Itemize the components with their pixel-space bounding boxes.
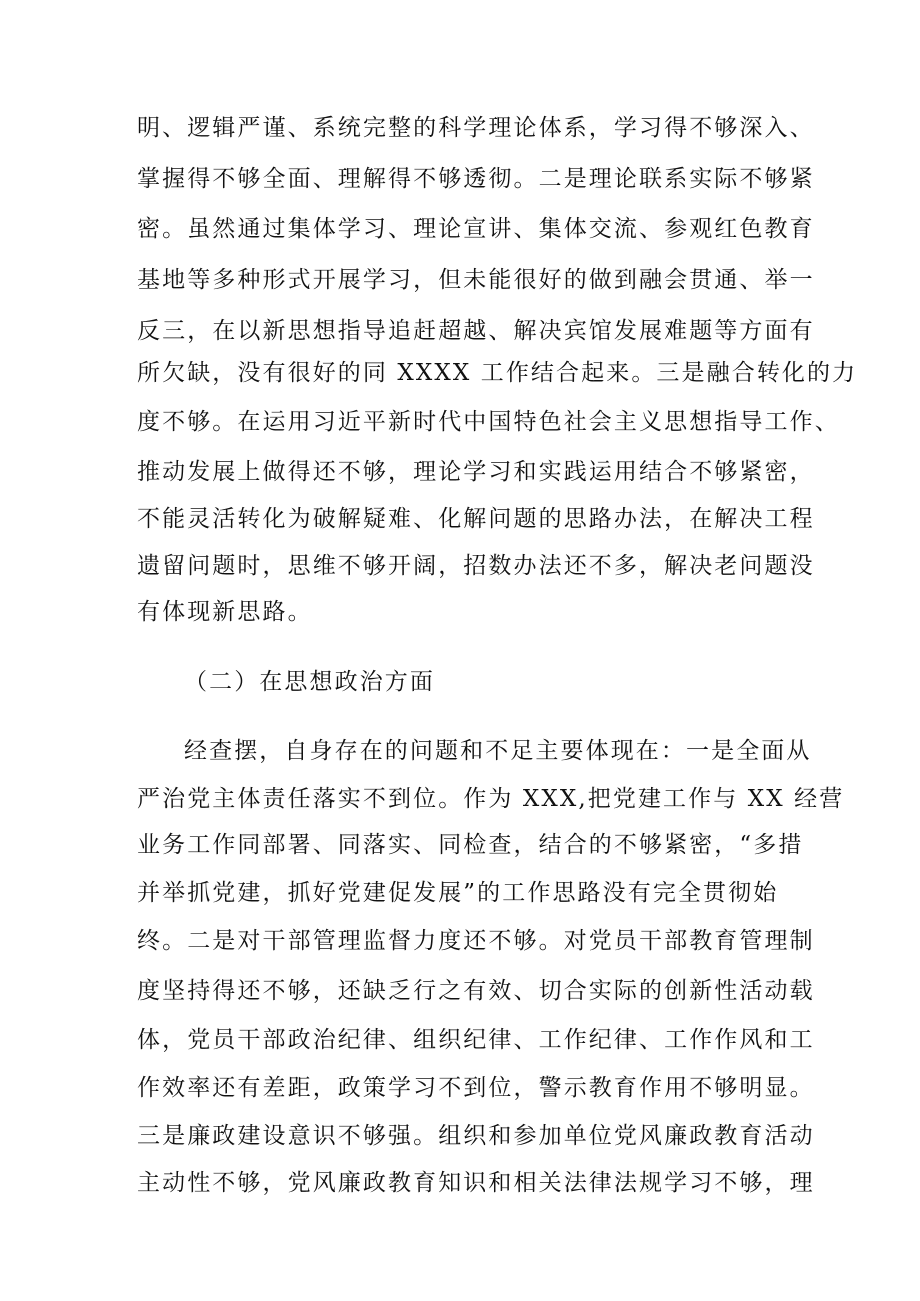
- paragraph-line: 度不够。在运用习近平新时代中国特色社会主义思想指导工作、: [137, 409, 840, 435]
- paragraph-line: 密。虽然通过集体学习、理论宣讲、集体交流、参观红色教育: [137, 216, 815, 242]
- paragraph-line: 基地等多种形式开展学习，但未能很好的做到融会贯通、举一: [137, 267, 815, 293]
- paragraph-line: 业务工作同部署、同落实、同检查，结合的不够紧密，“多措: [137, 832, 804, 858]
- paragraph-line: 有体现新思路。: [137, 599, 313, 625]
- paragraph-line: 三是廉政建设意识不够强。组织和参加单位党风廉政教育活动: [137, 1123, 815, 1149]
- paragraph-line: 主动性不够，党风廉政教育知识和相关法律法规学习不够，理: [137, 1170, 815, 1196]
- paragraph-line: 经查摆，自身存在的问题和不足主要体现在：一是全面从: [184, 738, 812, 764]
- paragraph-line: 严治党主体责任落实不到位。作为 XXX,把党建工作与 XX 经营: [137, 786, 845, 812]
- paragraph-line: 并举抓党建，抓好党建促发展”的工作思路没有完全贯彻始: [137, 880, 779, 906]
- section-heading: （二）在思想政治方面: [184, 669, 435, 695]
- paragraph-line: 体，党员干部政治纪律、组织纪律、工作纪律、工作作风和工: [137, 1027, 815, 1053]
- paragraph-line: 度坚持得还不够，还缺乏行之有效、切合实际的创新性活动载: [137, 978, 815, 1004]
- paragraph-line: 所欠缺，没有很好的同 XXXX 工作结合起来。三是融合转化的力: [137, 360, 858, 386]
- paragraph-line: 作效率还有差距，政策学习不到位，警示教育作用不够明显。: [137, 1075, 815, 1101]
- paragraph-line: 终。二是对干部管理监督力度还不够。对党员干部教育管理制: [137, 928, 815, 954]
- paragraph-line: 掌握得不够全面、理解得不够透彻。二是理论联系实际不够紧: [137, 166, 815, 192]
- paragraph-line: 不能灵活转化为破解疑难、化解问题的思路办法，在解决工程: [137, 506, 815, 532]
- paragraph-line: 反三，在以新思想指导追赶超越、解决宾馆发展难题等方面有: [137, 318, 815, 344]
- paragraph-line: 明、逻辑严谨、系统完整的科学理论体系，学习得不够深入、: [137, 115, 815, 141]
- paragraph-line: 推动发展上做得还不够，理论学习和实践运用结合不够紧密，: [137, 459, 815, 485]
- paragraph-line: 遗留问题时，思维不够开阔，招数办法还不多，解决老问题没: [137, 553, 815, 579]
